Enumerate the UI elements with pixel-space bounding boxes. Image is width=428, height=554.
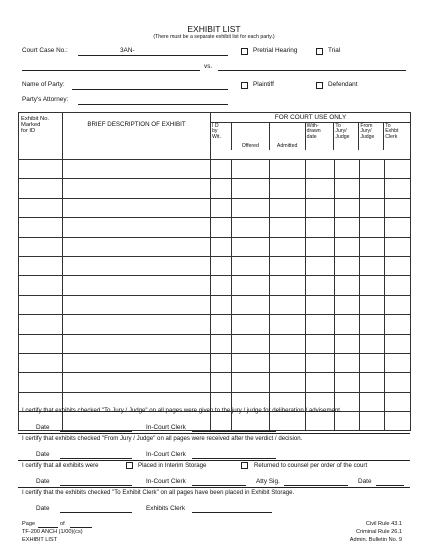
atty-sig-field[interactable] (284, 485, 348, 486)
cert3-date-label: Date (36, 478, 50, 485)
exhibits-clerk-label: Exhibits Clerk (146, 505, 186, 512)
of-label: of (60, 521, 65, 527)
exhibits-clerk-field[interactable] (192, 512, 272, 513)
table-cell[interactable] (211, 315, 232, 334)
court-use-group (211, 113, 411, 160)
col-offered: Offered (232, 123, 270, 150)
table-cell[interactable] (360, 276, 385, 295)
attorney-label: Party's Attorney: (22, 96, 69, 103)
table-cell[interactable] (63, 256, 211, 275)
table-cell[interactable] (19, 160, 63, 179)
table-cell[interactable] (63, 373, 211, 392)
table-cell[interactable] (211, 237, 232, 256)
table-cell[interactable] (63, 160, 211, 179)
cert-from-jury: I certify that exhibits checked "From Jury / Judge" on all pages were received after the verdict / decision. (22, 435, 303, 442)
form-number: TF-200 ANCH (1/00)(cs) (22, 529, 83, 535)
table-cell[interactable] (232, 198, 270, 217)
table-row (19, 315, 411, 334)
table-cell[interactable] (270, 276, 306, 295)
table-row (19, 373, 411, 392)
cert3-date-field[interactable] (60, 485, 132, 486)
defendant-label: Defendant (328, 81, 358, 88)
table-cell[interactable] (385, 276, 411, 295)
table-row (19, 198, 411, 217)
table-cell[interactable] (63, 353, 211, 372)
table-cell[interactable] (306, 334, 335, 353)
table-cell[interactable] (19, 353, 63, 372)
table-cell[interactable] (385, 353, 411, 372)
table-cell[interactable] (360, 315, 385, 334)
cert3-date2-label: Date (358, 478, 372, 485)
table-cell[interactable] (211, 353, 232, 372)
table-cell[interactable] (360, 237, 385, 256)
pretrial-hearing-label: Pretrial Hearing (253, 47, 298, 54)
table-cell[interactable] (211, 334, 232, 353)
table-cell[interactable] (335, 353, 360, 372)
table-row (19, 295, 411, 314)
court-use-subheaders (211, 122, 410, 150)
page-title: EXHIBIT LIST (187, 24, 241, 34)
table-cell[interactable] (63, 334, 211, 353)
table-cell[interactable] (360, 256, 385, 275)
trial-label: Trial (328, 47, 341, 54)
table-cell[interactable] (19, 315, 63, 334)
table-cell[interactable] (306, 315, 335, 334)
table-cell[interactable] (306, 218, 335, 237)
table-cell[interactable] (232, 353, 270, 372)
table-cell[interactable] (19, 256, 63, 275)
civil-rule: Civil Rule 43.1 (365, 521, 402, 527)
table-cell[interactable] (306, 179, 335, 198)
table-cell[interactable] (211, 256, 232, 275)
table-cell[interactable] (19, 276, 63, 295)
table-cell[interactable] (63, 315, 211, 334)
table-cell[interactable] (270, 412, 306, 431)
table-cell[interactable] (211, 373, 232, 392)
table-cell[interactable] (63, 412, 211, 431)
cert2-date-field[interactable] (60, 458, 132, 459)
table-cell[interactable] (306, 160, 335, 179)
table-cell[interactable] (270, 160, 306, 179)
cert1-clerk-label: In-Court Clerk (146, 424, 186, 431)
cert3-clerk-label: In-Court Clerk (146, 478, 186, 485)
attorney-field[interactable] (78, 104, 228, 105)
table-cell[interactable] (232, 179, 270, 198)
table-cell[interactable] (385, 198, 411, 217)
table-cell[interactable] (270, 295, 306, 314)
table-cell[interactable] (232, 412, 270, 431)
cert3-clerk-field[interactable] (192, 485, 246, 486)
table-row (19, 334, 411, 353)
table-cell[interactable] (306, 373, 335, 392)
table-cell[interactable] (306, 276, 335, 295)
col-admitted: Admitted (270, 123, 306, 150)
interim-storage-checkbox[interactable] (126, 462, 133, 469)
party-two-field[interactable] (218, 70, 406, 71)
table-cell[interactable] (306, 256, 335, 275)
table-cell[interactable] (385, 179, 411, 198)
table-cell[interactable] (270, 198, 306, 217)
cert-all-exhibits: I certify that all exhibits were (22, 462, 99, 469)
cert2-date-label: Date (36, 451, 50, 458)
table-row (19, 412, 411, 431)
table-cell[interactable] (232, 276, 270, 295)
table-cell[interactable] (306, 198, 335, 217)
table-cell[interactable] (19, 179, 63, 198)
criminal-rule: Criminal Rule 26.1 (355, 529, 402, 535)
col-to-jury-judge: To Jury/ Judge (334, 123, 359, 150)
table-cell[interactable] (63, 276, 211, 295)
court-use-label: FOR COURT USE ONLY (274, 114, 347, 121)
table-cell[interactable] (360, 412, 385, 431)
court-case-label: Court Case No.: (22, 47, 68, 54)
table-cell[interactable] (335, 160, 360, 179)
table-cell[interactable] (306, 237, 335, 256)
vs-label: vs. (204, 63, 213, 70)
table-cell[interactable] (385, 295, 411, 314)
atty-sig-label: Atty Sig. (256, 478, 280, 485)
table-cell[interactable] (270, 256, 306, 275)
col-withdrawn-date: With- drawn date (306, 123, 335, 150)
table-cell[interactable] (232, 218, 270, 237)
table-cell[interactable] (360, 218, 385, 237)
table-cell[interactable] (270, 373, 306, 392)
cert1-date-field[interactable] (60, 431, 132, 432)
exhibit-table (18, 112, 411, 431)
table-cell[interactable] (63, 295, 211, 314)
page-subtitle: (There must be a separate exhibit list for each party.) (153, 34, 275, 40)
table-row (19, 256, 411, 275)
col-to-exhibit-clerk: To Exhbt Clerk (385, 123, 399, 140)
cert-exhibit-storage: I certify that the exhibits checked "To Exhibit Clerk" on all pages have been placed in Exhibit Storage. (22, 489, 295, 496)
plaintiff-label: Plaintiff (253, 81, 274, 88)
table-cell[interactable] (306, 353, 335, 372)
cert1-clerk-field[interactable] (192, 431, 276, 432)
page-total-field[interactable] (70, 527, 92, 528)
cert2-clerk-label: In-Court Clerk (146, 451, 186, 458)
col-id-by-wit: I D by Wit. (211, 123, 232, 150)
col-description-label: BRIEF DESCRIPTION OF EXHIBIT (87, 121, 186, 128)
table-row (19, 218, 411, 237)
table-cell[interactable] (335, 256, 360, 275)
table-cell[interactable] (63, 198, 211, 217)
table-cell[interactable] (385, 412, 411, 431)
col-exhibit-no-label: Exhibit No. Marked for ID (21, 116, 50, 135)
table-cell[interactable] (19, 373, 63, 392)
table-cell[interactable] (335, 334, 360, 353)
table-cell[interactable] (360, 160, 385, 179)
table-row (19, 276, 411, 295)
table-row (19, 179, 411, 198)
defendant-checkbox[interactable] (316, 82, 323, 89)
cert3-date2-field[interactable] (376, 485, 404, 486)
table-cell[interactable] (385, 392, 411, 411)
table-cell[interactable] (232, 160, 270, 179)
table-cell[interactable] (335, 276, 360, 295)
admin-bulletin: Admin. Bulletin No. 9 (349, 537, 402, 543)
table-cell[interactable] (270, 315, 306, 334)
table-cell[interactable] (335, 412, 360, 431)
plaintiff-checkbox[interactable] (241, 82, 248, 89)
name-of-party-label: Name of Party: (22, 81, 65, 88)
table-cell[interactable] (211, 276, 232, 295)
table-cell[interactable] (211, 160, 232, 179)
table-cell[interactable] (211, 218, 232, 237)
table-cell[interactable] (19, 295, 63, 314)
table-cell[interactable] (360, 392, 385, 411)
cert4-date-field[interactable] (60, 512, 132, 513)
table-cell[interactable] (385, 218, 411, 237)
page-number-field[interactable] (38, 527, 58, 528)
col-exhibit-no (19, 113, 63, 160)
divider (18, 433, 410, 434)
table-cell[interactable] (335, 295, 360, 314)
table-cell[interactable] (360, 295, 385, 314)
court-case-field[interactable] (78, 55, 228, 56)
table-cell[interactable] (232, 237, 270, 256)
page-label: Page (22, 521, 36, 527)
cert2-clerk-field[interactable] (192, 458, 276, 459)
table-cell[interactable] (270, 179, 306, 198)
table-cell[interactable] (306, 295, 335, 314)
table-cell[interactable] (270, 237, 306, 256)
table-cell[interactable] (335, 198, 360, 217)
table-cell[interactable] (360, 373, 385, 392)
table-cell[interactable] (270, 218, 306, 237)
table-cell[interactable] (335, 218, 360, 237)
table-cell[interactable] (19, 198, 63, 217)
table-cell[interactable] (360, 179, 385, 198)
table-cell[interactable] (232, 315, 270, 334)
table-row (19, 160, 411, 179)
cert4-date-label: Date (36, 505, 50, 512)
table-cell[interactable] (232, 334, 270, 353)
table-cell[interactable] (63, 237, 211, 256)
cert1-date-label: Date (36, 424, 50, 431)
table-cell[interactable] (211, 198, 232, 217)
table-cell[interactable] (19, 334, 63, 353)
table-cell[interactable] (385, 237, 411, 256)
trial-checkbox[interactable] (316, 48, 323, 55)
table-cell[interactable] (211, 412, 232, 431)
table-cell[interactable] (360, 334, 385, 353)
table-cell[interactable] (335, 237, 360, 256)
party-one-field[interactable] (22, 70, 200, 71)
cert-to-jury: I certify that exhibits checked "To Jury / Judge" on all pages were given to the jury / judge for deliberation / advisement. (22, 407, 342, 414)
court-case-value: 3AN- (120, 47, 135, 54)
table-cell[interactable] (335, 315, 360, 334)
table-cell[interactable] (232, 373, 270, 392)
table-cell[interactable] (63, 179, 211, 198)
table-cell[interactable] (270, 353, 306, 372)
divider (18, 460, 410, 461)
table-cell[interactable] (385, 334, 411, 353)
table-row (19, 237, 411, 256)
form-name: EXHIBIT LIST (22, 537, 58, 543)
table-row (19, 353, 411, 372)
table-cell[interactable] (360, 353, 385, 372)
table-cell[interactable] (385, 373, 411, 392)
table-cell[interactable] (19, 237, 63, 256)
table-cell[interactable] (270, 334, 306, 353)
divider (18, 487, 410, 488)
table-cell[interactable] (211, 295, 232, 314)
table-cell[interactable] (232, 295, 270, 314)
table-cell[interactable] (335, 373, 360, 392)
table-cell[interactable] (63, 218, 211, 237)
table-cell[interactable] (19, 218, 63, 237)
interim-storage-label: Placed in Interim Storage (138, 462, 207, 469)
table-cell[interactable] (335, 179, 360, 198)
table-cell[interactable] (306, 412, 335, 431)
table-cell[interactable] (385, 160, 411, 179)
table-cell[interactable] (360, 198, 385, 217)
table-cell[interactable] (385, 256, 411, 275)
col-description (63, 113, 211, 160)
table-header-row (19, 113, 411, 160)
name-of-party-field[interactable] (72, 89, 228, 90)
returned-to-counsel-label: Returned to counsel per order of the court (254, 462, 368, 469)
table-cell[interactable] (232, 256, 270, 275)
table-cell[interactable] (211, 179, 232, 198)
pretrial-hearing-checkbox[interactable] (241, 48, 248, 55)
table-cell[interactable] (385, 315, 411, 334)
col-from-jury-judge: From Jury/ Judge (359, 123, 384, 150)
returned-to-counsel-checkbox[interactable] (241, 462, 248, 469)
